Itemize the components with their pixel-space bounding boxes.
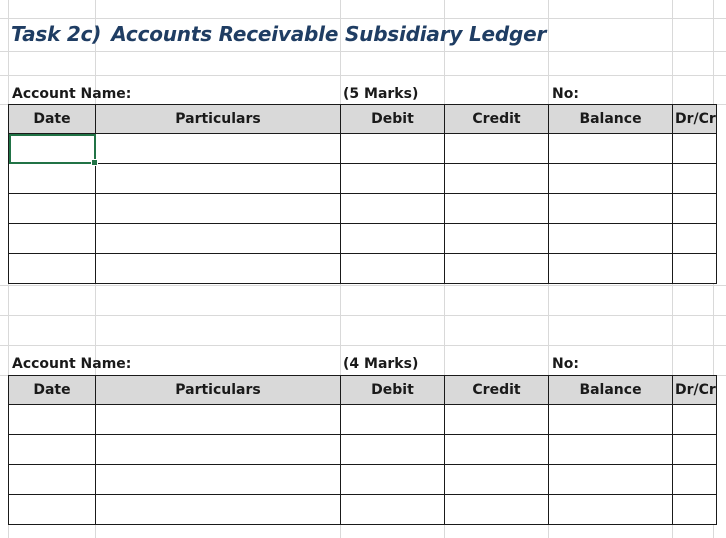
credit-header: Credit <box>445 105 549 134</box>
table-cell[interactable] <box>96 465 341 495</box>
table-cell[interactable] <box>445 134 549 164</box>
account-name-label: Account Name: <box>12 86 132 102</box>
table-row <box>9 435 717 465</box>
debit-header: Debit <box>341 105 445 134</box>
table-cell[interactable] <box>96 495 341 525</box>
table-row <box>9 224 717 254</box>
table-row <box>9 405 717 435</box>
table-row <box>9 495 717 525</box>
table-cell[interactable] <box>341 254 445 284</box>
balance-header: Balance <box>549 376 673 405</box>
gridline <box>0 51 726 52</box>
table-cell[interactable] <box>96 134 341 164</box>
table-cell[interactable] <box>673 405 717 435</box>
ledger-table <box>8 375 717 525</box>
table-cell[interactable] <box>445 435 549 465</box>
table-cell[interactable] <box>673 435 717 465</box>
table-cell[interactable] <box>673 465 717 495</box>
table-cell[interactable] <box>549 194 673 224</box>
table-cell[interactable] <box>549 405 673 435</box>
table-cell[interactable] <box>341 194 445 224</box>
ledger-table <box>8 104 717 284</box>
table-cell[interactable] <box>673 164 717 194</box>
table-cell[interactable] <box>673 495 717 525</box>
debit-header: Debit <box>341 376 445 405</box>
table-cell[interactable] <box>549 224 673 254</box>
credit-header: Credit <box>445 376 549 405</box>
header-row <box>9 105 717 134</box>
table-cell[interactable] <box>549 254 673 284</box>
table-cell[interactable] <box>96 254 341 284</box>
marks-label: (5 Marks) <box>343 86 419 102</box>
ledger-heading: Accounts Receivable Subsidiary Ledger <box>111 22 547 46</box>
table-row <box>9 254 717 284</box>
account-no-label: No: <box>552 356 579 372</box>
table-cell[interactable] <box>445 495 549 525</box>
table-cell[interactable] <box>341 405 445 435</box>
particulars-header: Particulars <box>96 105 341 134</box>
table-cell[interactable] <box>445 194 549 224</box>
table-cell[interactable] <box>9 224 96 254</box>
table-cell[interactable] <box>9 164 96 194</box>
table-row <box>9 134 717 164</box>
table-cell[interactable] <box>9 254 96 284</box>
table-cell[interactable] <box>673 224 717 254</box>
table-cell[interactable] <box>445 164 549 194</box>
table-row <box>9 194 717 224</box>
table-cell[interactable] <box>96 164 341 194</box>
dr-cr-header: Dr/Cr <box>673 376 717 405</box>
table-cell[interactable] <box>445 465 549 495</box>
date-header: Date <box>9 376 96 405</box>
table-cell[interactable] <box>96 194 341 224</box>
table-row <box>9 164 717 194</box>
table-cell[interactable] <box>445 254 549 284</box>
table-cell[interactable] <box>96 224 341 254</box>
task-label: Task 2c) <box>11 22 102 46</box>
dr-cr-header: Dr/Cr <box>673 105 717 134</box>
table-cell[interactable] <box>9 405 96 435</box>
gridline <box>0 315 726 316</box>
fill-handle[interactable] <box>91 159 98 166</box>
table-cell[interactable] <box>341 224 445 254</box>
header-row <box>9 376 717 405</box>
table-cell[interactable] <box>9 465 96 495</box>
gridline <box>0 75 726 76</box>
table-cell[interactable] <box>549 164 673 194</box>
table-cell[interactable] <box>549 435 673 465</box>
gridline <box>0 18 726 19</box>
table-cell[interactable] <box>673 194 717 224</box>
marks-label: (4 Marks) <box>343 356 419 372</box>
table-cell[interactable] <box>445 405 549 435</box>
table-cell[interactable] <box>9 194 96 224</box>
balance-header: Balance <box>549 105 673 134</box>
table-cell[interactable] <box>673 254 717 284</box>
date-header: Date <box>9 105 96 134</box>
table-cell[interactable] <box>9 435 96 465</box>
table-cell[interactable] <box>341 465 445 495</box>
table-cell[interactable] <box>341 435 445 465</box>
table-cell[interactable] <box>341 495 445 525</box>
gridline <box>0 345 726 346</box>
table-cell[interactable] <box>341 134 445 164</box>
table-cell[interactable] <box>445 224 549 254</box>
table-cell[interactable] <box>9 495 96 525</box>
table-cell[interactable] <box>549 495 673 525</box>
table-cell[interactable] <box>96 435 341 465</box>
table-row <box>9 465 717 495</box>
table-cell[interactable] <box>549 134 673 164</box>
table-cell[interactable] <box>96 405 341 435</box>
table-cell[interactable] <box>673 134 717 164</box>
table-cell[interactable] <box>341 164 445 194</box>
selected-cell[interactable] <box>9 134 96 164</box>
page-title <box>11 22 546 46</box>
particulars-header: Particulars <box>96 376 341 405</box>
gridline <box>0 285 726 286</box>
table-cell[interactable] <box>549 465 673 495</box>
account-no-label: No: <box>552 86 579 102</box>
account-name-label: Account Name: <box>12 356 132 372</box>
